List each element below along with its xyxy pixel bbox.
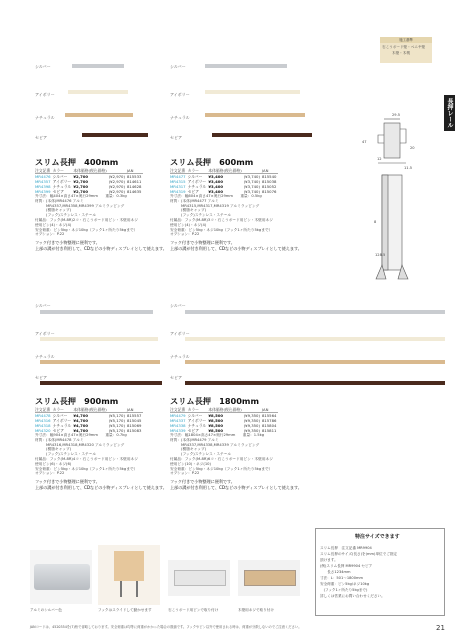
swatch-label-ivory: アイボリー [35,331,55,336]
tax-cell: (¥5,170) [108,423,125,428]
jan-cell: 815069 [126,423,142,428]
dim-side: 8 [374,220,377,224]
tax-cell: (¥5,170) [108,428,125,433]
product-title-900: スリム長押 900mm [35,396,119,406]
wall-type-line1: 石こうボード壁・ベニヤ壁 [382,45,426,49]
swatch-natural-600 [205,113,305,117]
code-cell: MR4478 [35,413,51,418]
color-cell: アイボリー [187,179,207,184]
price-cell: ¥8,500 [208,423,223,428]
swatch-ivory-900 [40,337,158,341]
col-color: カラー [53,168,74,174]
col-color: カラー [188,407,209,413]
product-note-400: フック付きで小物整理に便利です。 上部の溝が付き利用して、CDなどの小物ディスプレイとして使えます。 [35,240,167,251]
tax-cell: (¥9,350) [243,423,260,428]
col-jan: JAN [262,407,279,413]
color-cell: アイボリー [187,418,207,423]
jan-cell: 814611 [126,179,142,184]
section-tab: 長押レール [444,95,455,131]
swatch-sepia-900 [40,381,162,385]
product-title-1800: スリム長押 1800mm [170,396,259,406]
col-color: カラー [53,407,74,413]
jan-cell: 815038 [261,179,277,184]
swatch-silver-1800 [185,310,445,314]
spec-line-5: 長さ1234mm [320,570,351,574]
wall-type-line2: 木壁・木桟 [392,51,410,55]
price-cell: ¥8,500 [208,413,223,418]
swatch-label-ivory: アイボリー [35,92,55,97]
jan-cell: 815811 [261,428,277,433]
color-cell: セピア [187,428,199,433]
color-cell: セピア [187,189,199,194]
col-code: 注文記番 [35,168,53,174]
profile-diagram [360,115,440,290]
col-code: 注文記番 [35,407,53,413]
photo-silver [30,550,92,604]
tax-cell: (¥3,740) [243,174,260,179]
swatch-label-silver: シルバー [170,303,186,308]
footer-note: JANコードは、4520354を(7)桁で省略しております。安全荷重は均等に荷重がかかった場合の数値です。フックやピン以外で使用される時は、荷重が分散しないのでご注意ください。 [30,625,302,629]
jan-cell: 815804 [261,423,277,428]
product-title-600: スリム長押 600mm [170,157,254,167]
jan-cell: 815083 [126,428,142,433]
spec-line-6: 寸法：L：501〜1800mm [320,576,363,580]
tax-cell: (¥9,350) [243,418,260,423]
product-desc-600: 外寸法：幅604×高さ47×奥行29mm 重量：0.5kg 材質：(本体)MR4477 アルミ MR4315,MR4317,MR4319 アルミラッピング (樹脂キャップ) (フック)ステンレス・スチール 付属品：フック(M-8R)3コ・石こうボード用ピン・木壁用ネジ 使用ピン(4)・ネジ(4) 安全荷重：ピン5kg・ネジ10kg（フック1ヶ所たり5kgまで） オプション：P.22 [170,194,273,237]
price-cell: ¥3,400 [208,184,223,189]
tax-cell: (¥2,970) [108,189,125,194]
tax-cell: (¥9,350) [243,413,260,418]
swatch-sepia-600 [212,133,312,137]
swatch-label-silver: シルバー [35,64,51,69]
dim-h2: 20 [410,146,415,150]
swatch-natural-400 [65,113,133,117]
code-cell: MR4399 [35,189,51,194]
col-color: カラー [188,168,209,174]
tax-cell: (¥3,740) [243,184,260,189]
jan-cell: 815052 [261,184,277,189]
dim-top: 29.5 [392,113,401,117]
swatch-silver-400 [72,64,124,68]
spec-line-4: (例)スリム長押 MR9904 セピア [320,564,373,568]
dim-w1: 12 [377,157,382,161]
color-cell: セピア [52,428,64,433]
swatch-ivory-1800 [185,337,445,341]
swatch-natural-900 [40,360,160,364]
price-cell: ¥2,700 [73,189,88,194]
swatch-label-sepia: セピア [35,375,47,380]
price-cell: ¥4,700 [73,418,88,423]
product-desc-1800: 外寸法：幅1804×高さ47×奥行29mm 重量：1.5kg 材質：(本体)MR4479 アルミ MR4337,MR4338,MR4339 アルミラッピング (樹脂キャップ) (フック)ステンレス・スチール 付属品：フック(M-8R)6コ・石こうボード用ピン・木壁用ネジ 使用ピン(10)・ネジ(10) 安全荷重：ピン5kg・ネジ10kg（フック1ヶ所たり5kgまで） オプション：P.22 [170,433,273,476]
tax-cell: (¥3,740) [243,179,260,184]
color-cell: ナチュラル [187,184,207,189]
product-table-1800 [170,407,278,433]
code-cell: MR4398 [35,184,51,189]
color-cell: アイボリー [52,418,72,423]
color-cell: ナチュラル [52,184,72,189]
jan-cell: 814635 [126,189,142,194]
photo-hook [98,545,160,605]
tax-cell: (¥2,970) [108,174,125,179]
swatch-label-silver: シルバー [170,64,186,69]
photo-caption-2: フックはスライドして動かせます [98,608,152,612]
tax-cell: (¥2,970) [108,184,125,189]
page-number: 21 [436,624,445,632]
swatch-label-sepia: セピア [35,135,47,140]
dim-bottom: 128.5 [375,253,386,257]
code-cell: MR4320 [35,428,51,433]
price-cell: ¥8,500 [208,418,223,423]
code-cell: MR4315 [170,179,186,184]
color-cell: シルバー [187,174,203,179]
code-cell: MR4338 [170,423,186,428]
product-note-600: フック付きで小物整理に便利です。 上部の溝が付き利用して、CDなどの小物ディスプレイとして使えます。 [170,240,302,251]
col-code: 注文記番 [170,407,188,413]
col-price: 本体価格(税込価格) [73,407,107,412]
product-table-900 [35,407,143,433]
swatch-label-natural: ナチュラル [35,115,55,120]
spec-line-7: 安全荷重：ピン5kg/ネジ10kg [320,582,370,586]
code-cell: MR4479 [170,413,186,418]
code-cell: MR4337 [170,418,186,423]
jan-cell: 815540 [261,174,277,179]
color-cell: ナチュラル [52,423,72,428]
product-title-400: スリム長押 400mm [35,157,119,167]
price-cell: ¥2,700 [73,179,88,184]
code-cell: MR4318 [35,423,51,428]
spec-line-2: スリム長押のサイズ(長さ)を(mm)単位でご指定 [320,552,398,556]
photo-board-pin [168,560,230,596]
code-cell: MR4316 [35,418,51,423]
color-cell: シルバー [52,413,68,418]
col-price: 本体価格(税込価格) [73,168,107,173]
col-code: 注文記番 [170,168,188,174]
swatch-label-natural: ナチュラル [170,354,190,359]
swatch-label-ivory: アイボリー [170,331,190,336]
color-cell: ナチュラル [187,423,207,428]
code-cell: MR4317 [170,184,186,189]
spec-line-8: (フック1ヶ所たり5kgまで) [320,588,368,592]
price-cell: ¥3,400 [208,189,223,194]
col-jan: JAN [127,168,144,174]
jan-cell: 815533 [126,174,142,179]
wall-type-title: 施工基準 [380,37,432,43]
photo-caption-1: アルミのシルバー色 [30,608,62,612]
price-cell: ¥4,700 [73,423,88,428]
product-desc-400: 外寸法：幅404×高さ47×奥行29mm 重量：0.3kg 材質：(本体)MR4476 アルミ MR4357,MR4358,MR4399 アルミラッピング (樹脂キャップ) (フック)ステンレス・スチール 付属品：フック(M-8R)2コ・石こうボード用ピン・木壁用ネジ 使用ピン(4)・ネジ(4) 安全荷重：ピン5kg・ネジ10kg（フック1ヶ所たり5kgまで） オプション：P.22 [35,194,138,237]
swatch-label-silver: シルバー [35,303,51,308]
tax-cell: (¥3,740) [243,189,260,194]
swatch-silver-600 [205,64,287,68]
price-cell: ¥3,400 [208,174,223,179]
jan-cell: 815045 [126,418,142,423]
color-cell: アイボリー [52,179,72,184]
price-cell: ¥2,700 [73,184,88,189]
product-desc-900: 外寸法：幅904×高さ47×奥行29mm 重量：0.7kg 材質：(本体)MR4478 アルミ MR4316,MR4318,MR4320 アルミラッピング (樹脂キャップ) (フック)ステンレス・スチール 付属品：フック(M-8R)4コ・石こうボード用ピン・木壁用ネジ 使用ピン(6)・ネジ(6) 安全荷重：ピン5kg・ネジ10kg（フック1ヶ所たり5kgまで） オプション：P.22 [35,433,138,476]
spec-line-1: スリム長押 注文記番 MR9904 [320,546,372,550]
swatch-ivory-600 [205,90,300,94]
swatch-label-natural: ナチュラル [35,354,55,359]
swatch-label-sepia: セピア [170,375,182,380]
swatch-sepia-1800 [185,381,445,385]
col-jan: JAN [262,168,279,174]
code-cell: MR4476 [35,174,51,179]
tax-cell: (¥5,170) [108,413,125,418]
code-cell: MR4319 [170,189,186,194]
photo-caption-4: 木壁用ネジで取り付け [238,608,274,612]
col-price: 本体価格(税込価格) [208,407,242,412]
price-cell: ¥3,400 [208,179,223,184]
dim-w2: 11.5 [404,166,413,170]
swatch-natural-1800 [185,360,445,364]
price-cell: ¥4,700 [73,428,88,433]
photo-wood-screw [238,560,300,596]
color-cell: セピア [52,189,64,194]
price-cell: ¥2,700 [73,174,88,179]
custom-size-title: 特注サイズできます [355,534,400,540]
photo-caption-3: 石こうボード用ピンで取り付け [168,608,219,612]
col-jan: JAN [127,407,144,413]
jan-cell: 815786 [261,418,277,423]
price-cell: ¥8,500 [208,428,223,433]
tax-cell: (¥2,970) [108,179,125,184]
jan-cell: 815557 [126,413,142,418]
spec-line-9: 詳しくは営業にお問い合わせください。 [320,594,385,598]
spec-line-3: 頂けます。 [320,558,338,562]
swatch-label-ivory: アイボリー [170,92,190,97]
product-note-900: フック付きで小物整理に便利です。 上部の溝が付き利用して、CDなどの小物ディスプレイとして使えます。 [35,479,167,490]
swatch-label-natural: ナチュラル [170,115,190,120]
tax-cell: (¥5,170) [108,418,125,423]
color-cell: シルバー [187,413,203,418]
product-note-1800: フック付きで小物整理に便利です。 上部の溝が付き利用して、CDなどの小物ディスプレイとして使えます。 [170,479,302,490]
swatch-sepia-400 [82,133,148,137]
tax-cell: (¥9,350) [243,428,260,433]
jan-cell: 815564 [261,413,277,418]
product-table-400 [35,168,143,194]
col-price: 本体価格(税込価格) [208,168,242,173]
code-cell: MR4477 [170,174,186,179]
color-cell: シルバー [52,174,68,179]
code-cell: MR4339 [170,428,186,433]
price-cell: ¥4,700 [73,413,88,418]
jan-cell: 814628 [126,184,142,189]
swatch-ivory-400 [68,90,128,94]
swatch-label-sepia: セピア [170,135,182,140]
swatch-silver-900 [40,310,153,314]
jan-cell: 815076 [261,189,277,194]
dim-h1: 47 [362,140,367,144]
product-table-600 [170,168,278,194]
code-cell: MR4357 [35,179,51,184]
